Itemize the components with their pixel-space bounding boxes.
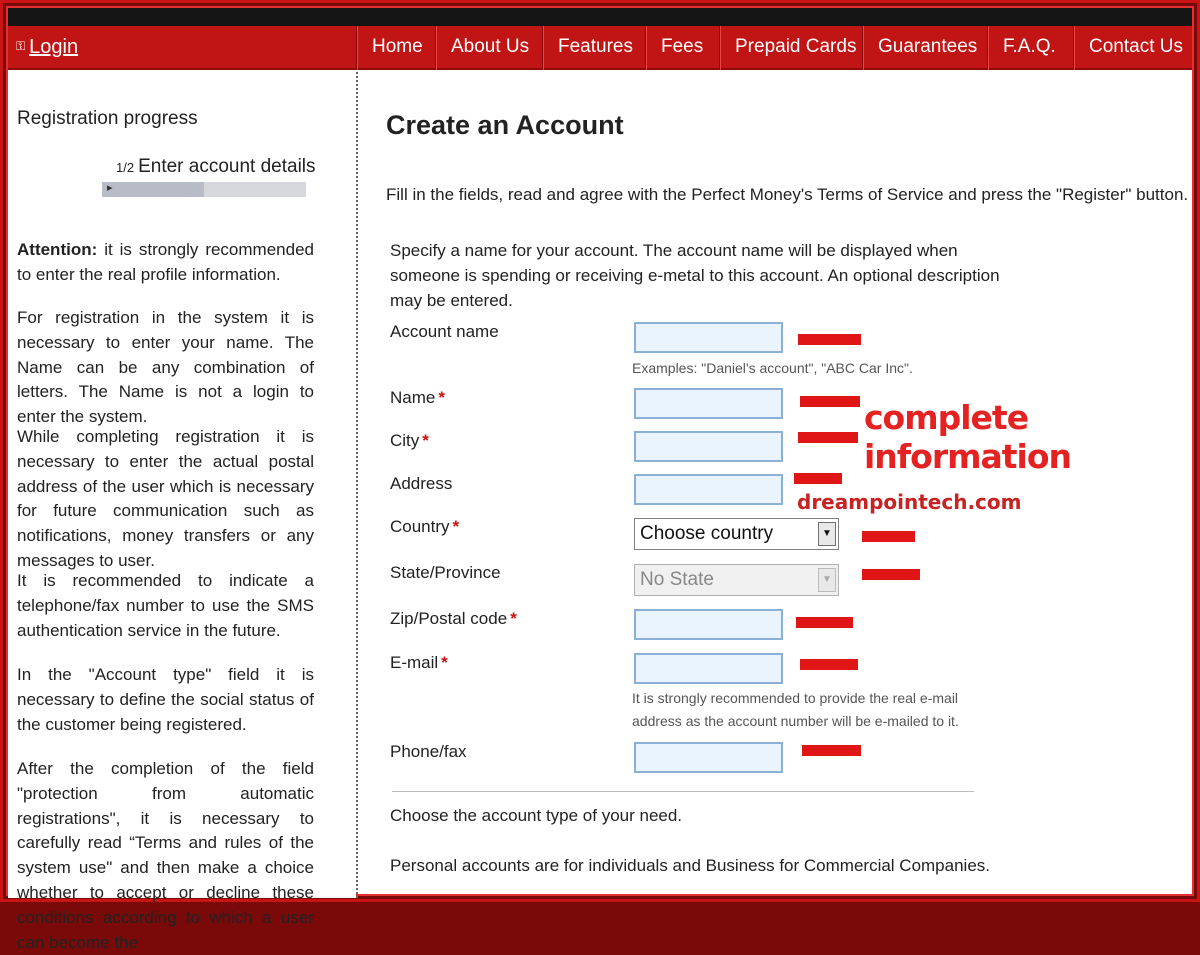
sidebar-paragraph: While completing registration it is necessary to enter the actual postal address of the user which is necessary for future communication such as notifications, money transfers or any messages to user. (17, 427, 314, 570)
nav-fees[interactable]: Fees (661, 36, 704, 57)
key-icon: ⚿ (16, 39, 26, 53)
sidebar-paragraph: It is recommended to indicate a telephone/fax number to use the SMS authentication service in the future. (17, 571, 314, 640)
account-name-input[interactable] (634, 322, 783, 353)
annotation-bar (794, 473, 842, 484)
nav-separator (719, 26, 721, 70)
top-strip (8, 8, 1192, 26)
nav-separator (645, 26, 647, 70)
nav-separator (1073, 26, 1075, 70)
email-label (390, 653, 448, 673)
watermark: dreampointech.com (797, 490, 1022, 514)
annotation-bar (796, 617, 853, 628)
chevron-down-icon[interactable]: ▼ (818, 522, 836, 546)
nav-about-us[interactable]: About Us (451, 36, 530, 57)
annotation-bar (862, 569, 920, 580)
state-label: State/Province (390, 563, 501, 582)
zip-label (390, 609, 517, 629)
required-mark: * (438, 388, 445, 407)
sidebar-paragraph: After the completion of the field "protection from automatic registrations", it is necessary to carefully read “Terms and rules of the system use" and then make a choice whether to accept or decline these conditions according to which a user can become the (17, 759, 314, 952)
annotation-text: complete information (864, 398, 1072, 476)
account-description: Specify a name for your account. The account name will be displayed when someone is spending or receiving e-metal to this account. An optional description may be entered. (390, 241, 1000, 310)
address-label: Address (390, 474, 453, 493)
login-link[interactable]: ⚿ Login (16, 36, 79, 58)
step-label: Enter account details (138, 156, 316, 177)
page-canvas (6, 6, 1194, 952)
name-input[interactable] (634, 388, 783, 419)
nav-separator (356, 26, 358, 70)
email-input[interactable] (634, 653, 783, 684)
account-name-hint: Examples: "Daniel's account", "ABC Car Inc". (632, 360, 913, 376)
form-separator (392, 791, 974, 792)
address-input[interactable] (634, 474, 783, 505)
phone-input[interactable] (634, 742, 783, 773)
nav-bar (8, 26, 1192, 70)
sidebar (8, 72, 356, 952)
progress-fill (102, 182, 204, 197)
country-label-text: Country (390, 517, 450, 536)
annotation-bar (800, 396, 860, 407)
nav-separator (435, 26, 437, 70)
registration-progress-title: Registration progress (17, 108, 198, 129)
nav-contact-us[interactable]: Contact Us (1089, 36, 1183, 57)
name-label (390, 388, 445, 408)
main-content (360, 72, 1192, 898)
sidebar-paragraph: In the "Account type" field it is necessary to define the social status of the customer being registered. (17, 665, 314, 734)
city-input[interactable] (634, 431, 783, 462)
step-fraction: 1/2 (116, 160, 135, 175)
caret-right-icon: ▸ (107, 182, 113, 194)
sidebar-paragraph: For registration in the system it is necessary to enter your name. The Name can be any combination of letters. The Name is not a login to enter the system. (17, 308, 314, 427)
nav-separator (862, 26, 864, 70)
email-label-text: E-mail (390, 653, 439, 672)
annotation-bar (798, 432, 858, 443)
email-hint (632, 687, 959, 733)
page-title: Create an Account (386, 110, 624, 140)
nav-separator (987, 26, 989, 70)
required-mark: * (510, 609, 517, 628)
country-select[interactable] (634, 518, 839, 550)
annotation-bar (862, 531, 915, 542)
nav-separator (542, 26, 544, 70)
nav-guarantees[interactable]: Guarantees (878, 36, 978, 57)
account-name-label: Account name (390, 322, 499, 341)
country-label (390, 517, 459, 537)
zip-input[interactable] (634, 609, 783, 640)
progress-step (116, 156, 316, 178)
required-mark: * (452, 517, 460, 536)
city-label-text: City (390, 431, 420, 450)
city-label (390, 431, 429, 451)
zip-label-text: Zip/Postal code (390, 609, 508, 628)
annotation-bar (802, 745, 861, 756)
nav-faq[interactable]: F.A.Q. (1003, 36, 1056, 57)
state-select-value: No State (640, 569, 714, 590)
attention-paragraph (17, 238, 314, 288)
account-type-info: Personal accounts are for individuals and Business for Commercial Companies. (390, 856, 991, 875)
annotation-bar (798, 334, 861, 345)
chevron-down-icon[interactable]: ▼ (818, 568, 836, 592)
nav-home[interactable]: Home (372, 36, 423, 57)
email-hint-line: address as the account number will be e-mailed to it. (632, 713, 959, 729)
nav-prepaid-cards[interactable]: Prepaid Cards (735, 36, 857, 57)
required-mark: * (422, 431, 429, 450)
state-select[interactable] (634, 564, 839, 596)
nav-features[interactable]: Features (558, 36, 633, 57)
annotation-bar (800, 659, 858, 670)
attention-label: Attention: (17, 240, 98, 259)
email-hint-line: It is strongly recommended to provide the real e-mail (632, 690, 959, 706)
intro-text: Fill in the fields, read and agree with the Perfect Money's Terms of Service and press the "Register" button. (386, 185, 1189, 204)
account-type-prompt: Choose the account type of your need. (390, 806, 683, 825)
name-label-text: Name (390, 388, 436, 407)
country-select-value: Choose country (640, 523, 774, 544)
column-divider (356, 72, 358, 898)
progress-bar (102, 182, 306, 197)
required-mark: * (441, 653, 448, 672)
attention-text: it is strongly recommended to enter the real profile information. (17, 240, 314, 284)
phone-label: Phone/fax (390, 742, 467, 761)
